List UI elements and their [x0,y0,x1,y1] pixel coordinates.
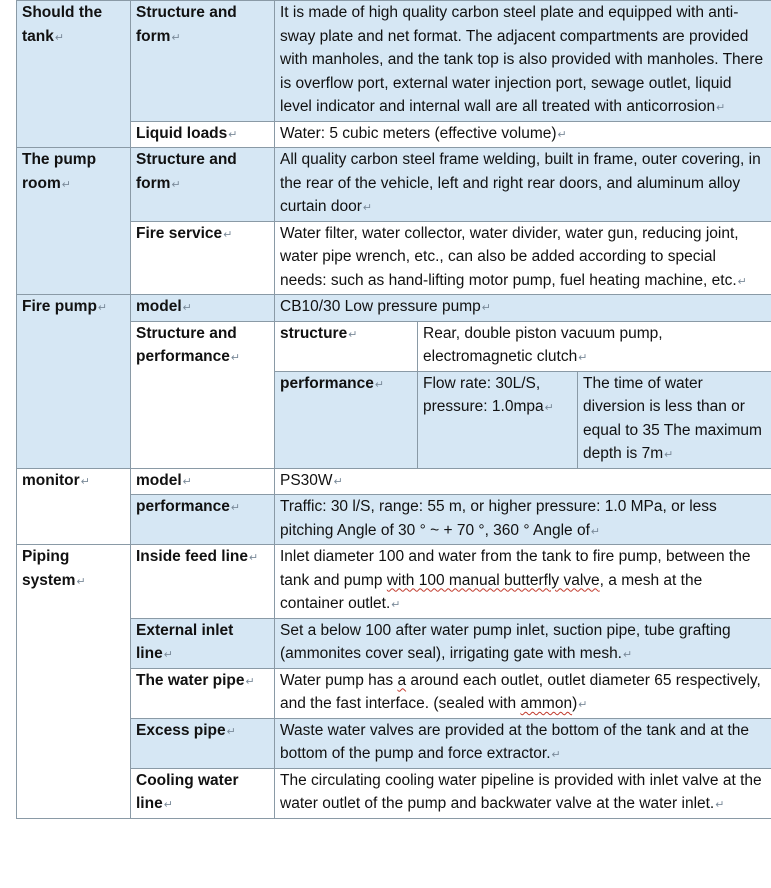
field-value: All quality carbon steel frame welding, built in frame, outer covering, in the rear of the vehicle, left and right rear doors, and aluminum alloy curtain door↵ [275,148,771,222]
field-value: CB10/30 Low pressure pump↵ [275,295,771,322]
table-row [17,148,771,222]
field-value: Water filter, water collector, water divider, water gun, reducing joint, water pipe wrench, etc., can also be added according to special needs: such as hand-lifting motor pump, fuel heating machine, etc.↵ [275,221,771,295]
table-row [17,618,771,668]
table-row [17,768,771,818]
field-label: Excess pipe↵ [131,718,275,768]
table-row [17,545,771,619]
field-value: Traffic: 30 l/S, range: 55 m, or higher pressure: 1.0 MPa, or less pitching Angle of 30 ° ~ + 70 °, 360 ° Angle of↵ [275,495,771,545]
sub-field-label: structure↵ [275,321,418,371]
field-label: Fire service↵ [131,221,275,295]
field-value: Water pump has a around each outlet, outlet diameter 65 respectively, and the fast interface. (sealed with ammon)↵ [275,668,771,718]
spellcheck-underline: a [397,671,407,689]
table-row [17,121,771,148]
field-label: model↵ [131,468,275,495]
field-label: model↵ [131,295,275,322]
spellcheck-underline: ammon [520,695,573,712]
field-value: Rear, double piston vacuum pump, electromagnetic clutch↵ [418,321,771,371]
field-label: Structure and performance↵ [131,321,275,468]
table-row [17,718,771,768]
field-value: Water: 5 cubic meters (effective volume)↵ [275,121,771,148]
spec-table [16,0,771,819]
field-label: The water pipe↵ [131,668,275,718]
field-label: External inlet line↵ [131,618,275,668]
field-label: Liquid loads↵ [131,121,275,148]
table-row [17,221,771,295]
table-row [17,468,771,495]
table-row [17,495,771,545]
field-label: Structure and form↵ [131,1,275,122]
field-label: Cooling water line↵ [131,768,275,818]
section-label-monitor: monitor↵ [17,468,131,545]
section-label-piping: Piping system↵ [17,545,131,819]
field-label: performance↵ [131,495,275,545]
table-row [17,295,771,322]
spellcheck-underline: with 100 manual butterfly valve [386,571,600,589]
section-label-pump-room: The pump room↵ [17,148,131,295]
field-value: The time of water diversion is less than or equal to 35 The maximum depth is 7m↵ [578,371,771,468]
field-value: Set a below 100 after water pump inlet, suction pipe, tube grafting (ammonites cover seal), irrigating gate with mesh.↵ [275,618,771,668]
section-label-fire-pump: Fire pump↵ [17,295,131,469]
table-row [17,668,771,718]
field-label: Structure and form↵ [131,148,275,222]
field-label: Inside feed line↵ [131,545,275,619]
sub-field-label: performance↵ [275,371,418,468]
field-value: PS30W↵ [275,468,771,495]
field-value: Inlet diameter 100 and water from the tank to fire pump, between the tank and pump with 100 manual butterfly valve, a mesh at the container outlet.↵ [275,545,771,619]
field-value: The circulating cooling water pipeline is provided with inlet valve at the water outlet of the pump and backwater valve at the water inlet.↵ [275,768,771,818]
field-value: It is made of high quality carbon steel plate and equipped with anti-sway plate and net format. The adjacent compartments are provided with manholes, and the tank top is also provided with manholes. There is overflow port, external water injection port, sewage outlet, liquid level indicator and internal wall are all treated with anticorrosion↵ [275,1,771,122]
field-value: Flow rate: 30L/S, pressure: 1.0mpa↵ [418,371,578,468]
table-row [17,1,771,122]
field-value: Waste water valves are provided at the bottom of the tank and at the bottom of the pump and force extractor.↵ [275,718,771,768]
section-label-tank: Should the tank↵ [17,1,131,148]
table-row [17,321,771,371]
